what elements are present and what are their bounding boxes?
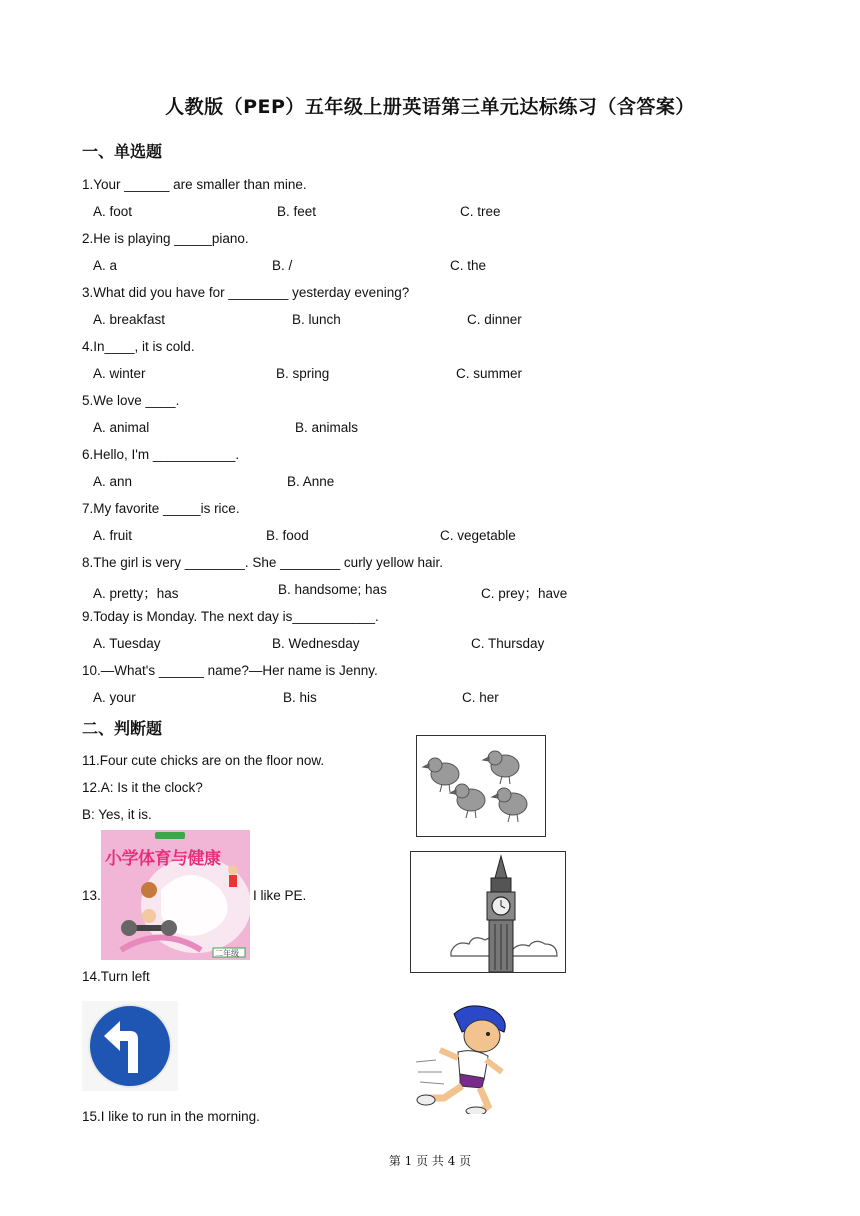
page-footer: 第 1 页 共 4 页 xyxy=(388,1154,472,1168)
question-11: 11.Four cute chicks are on the floor now. xyxy=(82,753,325,768)
question-13-text: I like PE. xyxy=(253,888,307,903)
option-a: A. ann xyxy=(93,474,133,489)
option-b: B. Anne xyxy=(287,474,335,489)
book-title: 小学体育与健康 xyxy=(105,849,221,869)
running-boy-image xyxy=(414,1002,518,1114)
option-b: B. handsome; has xyxy=(278,582,387,597)
page-title: 人教版（PEP）五年级上册英语第三单元达标练习（含答案） xyxy=(165,96,695,118)
option-b: B. spring xyxy=(276,366,330,381)
option-c: C. the xyxy=(450,258,487,273)
option-c: C. her xyxy=(462,690,499,705)
option-c: C. summer xyxy=(456,366,523,381)
option-a: A. winter xyxy=(93,366,146,381)
turn-left-sign-image xyxy=(82,1001,178,1091)
section-heading-true-false: 二、判断题 xyxy=(82,719,163,738)
section-heading-single-choice: 一、单选题 xyxy=(82,142,163,161)
question-8: 8.The girl is very ________. She ________ curly yellow hair. xyxy=(82,555,443,570)
option-b: B. feet xyxy=(277,204,317,219)
question-5: 5.We love ____. xyxy=(82,393,180,408)
option-a: A. Tuesday xyxy=(93,636,161,651)
question-15: 15.I like to run in the morning. xyxy=(82,1109,260,1124)
book-grade: 二年级 xyxy=(215,949,239,958)
option-c: C. Thursday xyxy=(471,636,545,651)
question-13-number: 13. xyxy=(82,888,101,903)
question-12: 12.A: Is it the clock? xyxy=(82,780,203,795)
option-b: B. / xyxy=(272,258,293,273)
chicks-image xyxy=(416,735,546,837)
clock-tower-image xyxy=(410,851,566,973)
option-b: B. animals xyxy=(295,420,359,435)
question-6: 6.Hello, I'm ___________. xyxy=(82,447,240,462)
option-c: C. dinner xyxy=(467,312,522,327)
option-a: A. fruit xyxy=(93,528,133,543)
question-3: 3.What did you have for ________ yesterday evening? xyxy=(82,285,410,300)
option-a: A. breakfast xyxy=(93,312,166,327)
question-12-answer: B: Yes, it is. xyxy=(82,807,152,822)
option-a: A. animal xyxy=(93,420,150,435)
option-b: B. his xyxy=(283,690,317,705)
question-9: 9.Today is Monday. The next day is___________. xyxy=(82,609,379,624)
option-a: A. pretty；has xyxy=(93,586,179,601)
question-10: 10.—What's ______ name?—Her name is Jenny. xyxy=(82,663,378,678)
option-c: C. prey；have xyxy=(481,586,568,601)
option-c: C. vegetable xyxy=(440,528,516,543)
question-2: 2.He is playing _____piano. xyxy=(82,231,249,246)
question-1: 1.Your ______ are smaller than mine. xyxy=(82,177,307,192)
question-7: 7.My favorite _____is rice. xyxy=(82,501,240,516)
option-c: C. tree xyxy=(460,204,501,219)
option-b: B. Wednesday xyxy=(272,636,360,651)
option-b: B. food xyxy=(266,528,309,543)
option-a: A. a xyxy=(93,258,118,273)
question-14: 14.Turn left xyxy=(82,969,150,984)
option-a: A. foot xyxy=(93,204,133,219)
question-4: 4.In____, it is cold. xyxy=(82,339,195,354)
option-b: B. lunch xyxy=(292,312,341,327)
option-a: A. your xyxy=(93,690,136,705)
pe-book-cover-image xyxy=(101,830,250,960)
